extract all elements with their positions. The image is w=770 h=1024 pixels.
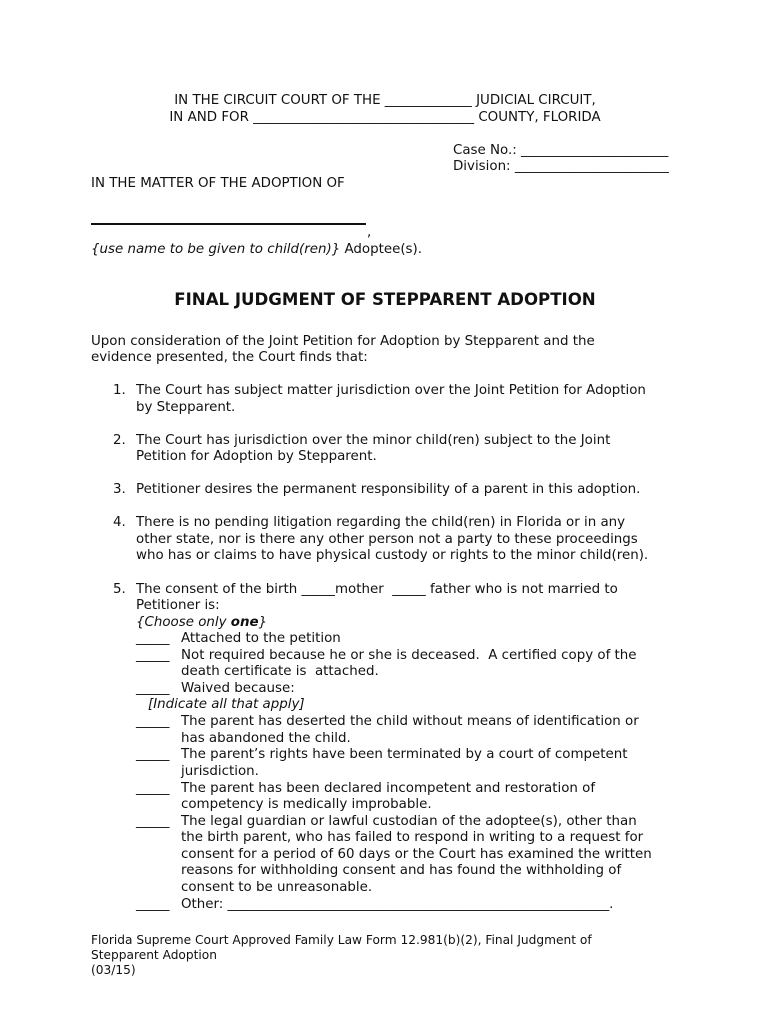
waiver-reason: consent to be unreasonable. bbox=[181, 880, 373, 895]
court-line-2: IN AND FOR _________________________________ COUNTY, FLORIDA bbox=[169, 110, 601, 125]
matter-heading: IN THE MATTER OF THE ADOPTION OF bbox=[91, 176, 345, 191]
footer-revision-date: (03/15) bbox=[91, 963, 136, 977]
waiver-blank[interactable]: _____ bbox=[136, 781, 170, 796]
finding-text: Petition for Adoption by Stepparent. bbox=[136, 449, 377, 464]
finding-text: Petitioner is: bbox=[136, 598, 220, 613]
waiver-reason: reasons for withholding consent and has found the withholding of bbox=[181, 863, 622, 878]
indicate-instruction: [Indicate all that apply] bbox=[148, 697, 305, 712]
waiver-reason: consent for a period of 60 days or the Court has examined the written bbox=[181, 847, 652, 862]
choose-emphasis: one bbox=[230, 615, 259, 630]
intro-line-1: Upon consideration of the Joint Petition for Adoption by Stepparent and the bbox=[91, 334, 595, 349]
waiver-reason: The parent has been declared incompetent and restoration of bbox=[181, 781, 596, 796]
option-blank[interactable]: _____ bbox=[136, 681, 170, 696]
finding-text: The Court has jurisdiction over the minor child(ren) subject to the Joint bbox=[136, 433, 611, 448]
adoptee-name-line bbox=[91, 223, 366, 225]
finding-text: Petitioner desires the permanent responsibility of a parent in this adoption. bbox=[136, 482, 641, 497]
adoptee-name-comma: , bbox=[367, 225, 372, 240]
waiver-blank[interactable]: _____ bbox=[136, 814, 170, 829]
waiver-other[interactable]: Other: _________________________________________________________. bbox=[181, 897, 614, 912]
finding-number: 2. bbox=[113, 433, 126, 448]
adoptee-line bbox=[91, 242, 422, 259]
finding-text: by Stepparent. bbox=[136, 400, 236, 415]
footer-form-title: Stepparent Adoption bbox=[91, 948, 217, 962]
finding-text: other state, nor is there any other person not a party to these proceedings bbox=[136, 532, 638, 547]
option-blank[interactable]: _____ bbox=[136, 631, 170, 646]
finding-text: There is no pending litigation regarding the child(ren) in Florida or in any bbox=[136, 515, 626, 530]
finding-text: The consent of the birth _____mother _____ father who is not married to bbox=[136, 582, 618, 597]
waiver-blank[interactable]: _____ bbox=[136, 747, 170, 762]
waiver-reason: jurisdiction. bbox=[181, 764, 259, 779]
waiver-blank[interactable]: _____ bbox=[136, 714, 170, 729]
adoptee-name-hint: {use name to be given to child(ren)} bbox=[91, 242, 341, 257]
finding-number: 4. bbox=[113, 515, 126, 530]
finding-number: 1. bbox=[113, 383, 126, 398]
waiver-blank[interactable]: _____ bbox=[136, 897, 170, 912]
finding-number: 5. bbox=[113, 582, 126, 597]
option-not-required: Not required because he or she is deceased. A certified copy of the bbox=[181, 648, 637, 663]
option-attached: Attached to the petition bbox=[181, 631, 341, 646]
waiver-reason: The parent has deserted the child without means of identification or bbox=[181, 714, 639, 729]
page-title: FINAL JUDGMENT OF STEPPARENT ADOPTION bbox=[174, 290, 596, 309]
adoptee-label: Adoptee(s). bbox=[340, 242, 423, 257]
waiver-reason: The parent’s rights have been terminated by a court of competent bbox=[181, 747, 628, 762]
waiver-reason: The legal guardian or lawful custodian of the adoptee(s), other than bbox=[181, 814, 637, 829]
case-number-field: Case No.: ______________________ bbox=[453, 143, 669, 158]
waiver-reason: has abandoned the child. bbox=[181, 731, 351, 746]
footer-form-id: Florida Supreme Court Approved Family Law Form 12.981(b)(2), Final Judgment of bbox=[91, 933, 592, 947]
waiver-reason: competency is medically improbable. bbox=[181, 797, 432, 812]
court-line-1: IN THE CIRCUIT COURT OF THE _____________ JUDICIAL CIRCUIT, bbox=[174, 93, 596, 108]
option-blank[interactable]: _____ bbox=[136, 648, 170, 663]
waiver-reason: the birth parent, who has failed to respond in writing to a request for bbox=[181, 830, 644, 845]
intro-line-2: evidence presented, the Court finds that: bbox=[91, 350, 368, 365]
finding-text: who has or claims to have physical custody or rights to the minor child(ren). bbox=[136, 548, 649, 563]
option-waived: Waived because: bbox=[181, 681, 295, 696]
division-field: Division: _______________________ bbox=[453, 159, 669, 174]
option-not-required: death certificate is attached. bbox=[181, 664, 379, 679]
finding-number: 3. bbox=[113, 482, 126, 497]
choose-instruction: {Choose only one} bbox=[136, 615, 268, 630]
finding-text: The Court has subject matter jurisdiction over the Joint Petition for Adoption bbox=[136, 383, 646, 398]
